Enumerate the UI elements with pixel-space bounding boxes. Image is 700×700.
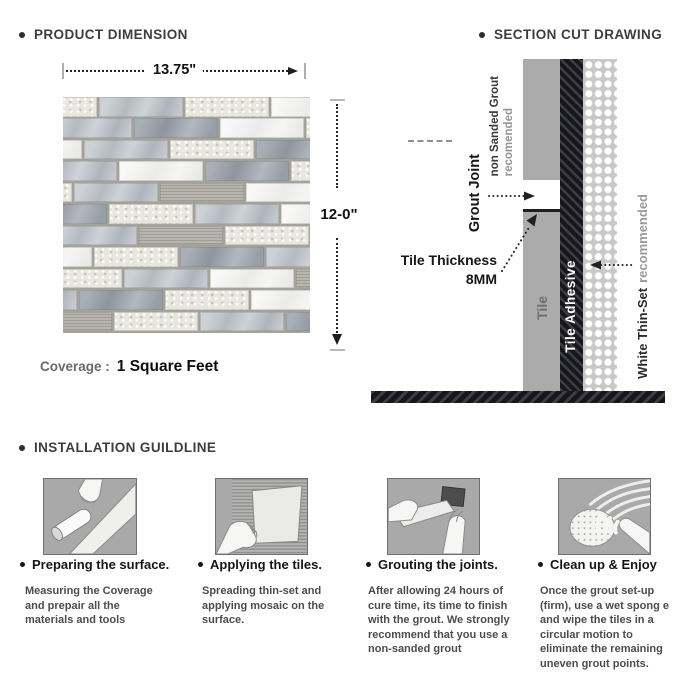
grout-joint-label: Grout Joint <box>467 153 483 232</box>
tile-column-upper <box>523 59 560 180</box>
h-dim-left-tick <box>62 63 64 79</box>
bullet-icon <box>19 32 25 38</box>
width-dimension-label: 13.75" <box>146 62 203 78</box>
cleanup-illustration <box>558 478 651 555</box>
mosaic-brick <box>246 183 310 203</box>
mosaic-brick <box>139 226 223 246</box>
mosaic-brick <box>296 269 310 289</box>
dashed-reference-line <box>408 140 452 142</box>
step-desc-preparing: Measuring the Coverage and prepair all the materials and tools <box>25 585 153 627</box>
tile-layer-label: Tile <box>534 296 550 320</box>
step-desc-cleanup: Once the grout set-up (firm), use a wet spong e and wipe the tiles in a circular motion to eliminate the remaining uneven grout points. <box>540 585 669 670</box>
step-label-text: Grouting the joints. <box>378 557 498 572</box>
mosaic-brick <box>291 161 310 181</box>
mosaic-brick <box>271 97 310 117</box>
mosaic-brick <box>205 161 289 181</box>
bullet-icon <box>366 562 371 567</box>
substrate-base-bar <box>371 391 665 403</box>
v-dim-arrow-down-icon <box>332 334 342 345</box>
bullet-icon <box>538 562 543 567</box>
coverage-row <box>40 358 218 376</box>
thinset-label <box>636 194 649 379</box>
height-dimension-label: 12-0" <box>316 203 362 226</box>
step-label-cleanup <box>538 557 657 572</box>
trowel-icon <box>216 479 307 554</box>
step-label-text: Clean up & Enjoy <box>550 557 657 572</box>
mosaic-brick <box>63 226 137 246</box>
step-label-grouting <box>366 557 498 572</box>
mosaic-brick <box>79 290 163 310</box>
roller-sheet-icon <box>44 479 136 554</box>
installation-title: INSTALLATION GUILDLINE <box>34 440 217 455</box>
mosaic-brick <box>200 312 284 332</box>
tile-thickness-label <box>397 251 497 289</box>
coverage-value: 1 Square Feet <box>116 358 219 375</box>
mosaic-brick <box>119 161 203 181</box>
grout-note-gray: recomended <box>503 107 515 176</box>
mosaic-brick <box>165 290 249 310</box>
thinset-column <box>583 59 617 391</box>
mosaic-brick <box>281 204 310 224</box>
h-dim-arrow-right-icon <box>288 67 298 75</box>
section-cut-title: SECTION CUT DRAWING <box>494 27 663 42</box>
grout-joint-arrow-icon <box>487 189 537 203</box>
mosaic-brick <box>63 97 97 117</box>
mosaic-brick <box>256 140 310 160</box>
mosaic-brick <box>134 118 218 138</box>
mosaic-brick <box>160 183 244 203</box>
step-label-text: Preparing the surface. <box>32 557 170 572</box>
h-dim-right-tick <box>304 63 306 79</box>
mosaic-brick <box>63 312 112 332</box>
bullet-icon <box>198 562 203 567</box>
mosaic-brick <box>63 269 122 289</box>
mosaic-brick <box>170 140 254 160</box>
v-dim-dotted-line-lower <box>336 238 338 333</box>
v-dim-bottom-tick <box>330 349 345 351</box>
step-desc-grouting: After allowing 24 hours of cure time, its time to finish with the grout. We strongly recommend that you use a non-sanded grout <box>368 585 510 656</box>
step-label-text: Applying the tiles. <box>210 557 322 572</box>
mosaic-brick <box>84 140 168 160</box>
mosaic-brick <box>114 312 198 332</box>
tile-adhesive-label: Tile Adhesive <box>563 260 578 353</box>
v-dim-top-tick <box>330 99 345 101</box>
mosaic-brick <box>220 118 304 138</box>
grout-float-icon <box>388 479 479 554</box>
mosaic-brick <box>99 97 183 117</box>
installation-header <box>19 440 216 455</box>
mosaic-brick <box>63 290 77 310</box>
applying-tiles-illustration <box>215 478 308 555</box>
mosaic-brick <box>286 312 310 332</box>
mosaic-brick <box>63 161 117 181</box>
product-dimension-title: PRODUCT DIMENSION <box>34 27 188 42</box>
thinset-label-gray: recommended <box>635 194 650 283</box>
bullet-icon <box>20 562 25 567</box>
bullet-icon <box>19 445 25 451</box>
mosaic-brick <box>124 269 208 289</box>
step-label-applying <box>198 557 322 572</box>
mosaic-brick <box>63 204 107 224</box>
mosaic-brick <box>180 247 264 267</box>
step-label-preparing <box>20 557 169 572</box>
mosaic-brick <box>225 226 309 246</box>
mosaic-brick <box>251 290 310 310</box>
grout-note-bold: non Sanded Grout <box>489 75 501 176</box>
grouting-joints-illustration <box>387 478 480 555</box>
sponge-spray-icon <box>559 479 650 554</box>
mosaic-brick <box>94 247 178 267</box>
preparing-surface-illustration <box>43 478 137 555</box>
mosaic-brick <box>74 183 158 203</box>
v-dim-dotted-line-upper <box>336 104 338 188</box>
thinset-label-bold: White Thin-Set <box>635 288 650 379</box>
mosaic-brick <box>63 183 72 203</box>
tile-thickness-arrow-icon <box>494 209 546 277</box>
mosaic-brick <box>63 118 132 138</box>
tile-thickness-text: Tile Thickness <box>400 252 497 268</box>
mosaic-brick <box>266 247 310 267</box>
mosaic-brick <box>109 204 193 224</box>
thinset-arrow-icon <box>590 258 636 272</box>
mosaic-brick <box>185 97 269 117</box>
mosaic-tile-image <box>63 97 310 333</box>
mosaic-brick <box>63 140 82 160</box>
mosaic-brick <box>195 204 279 224</box>
mosaic-brick <box>63 247 92 267</box>
product-dimension-header <box>19 27 188 42</box>
coverage-label: Coverage : <box>40 359 110 374</box>
section-cut-header <box>479 27 662 42</box>
tile-thickness-value: 8MM <box>465 270 497 287</box>
bullet-icon <box>479 32 485 38</box>
step-desc-applying: Spreading thin-set and applying mosaic on the surface. <box>202 585 325 627</box>
mosaic-brick <box>210 269 294 289</box>
mosaic-brick <box>306 118 310 138</box>
